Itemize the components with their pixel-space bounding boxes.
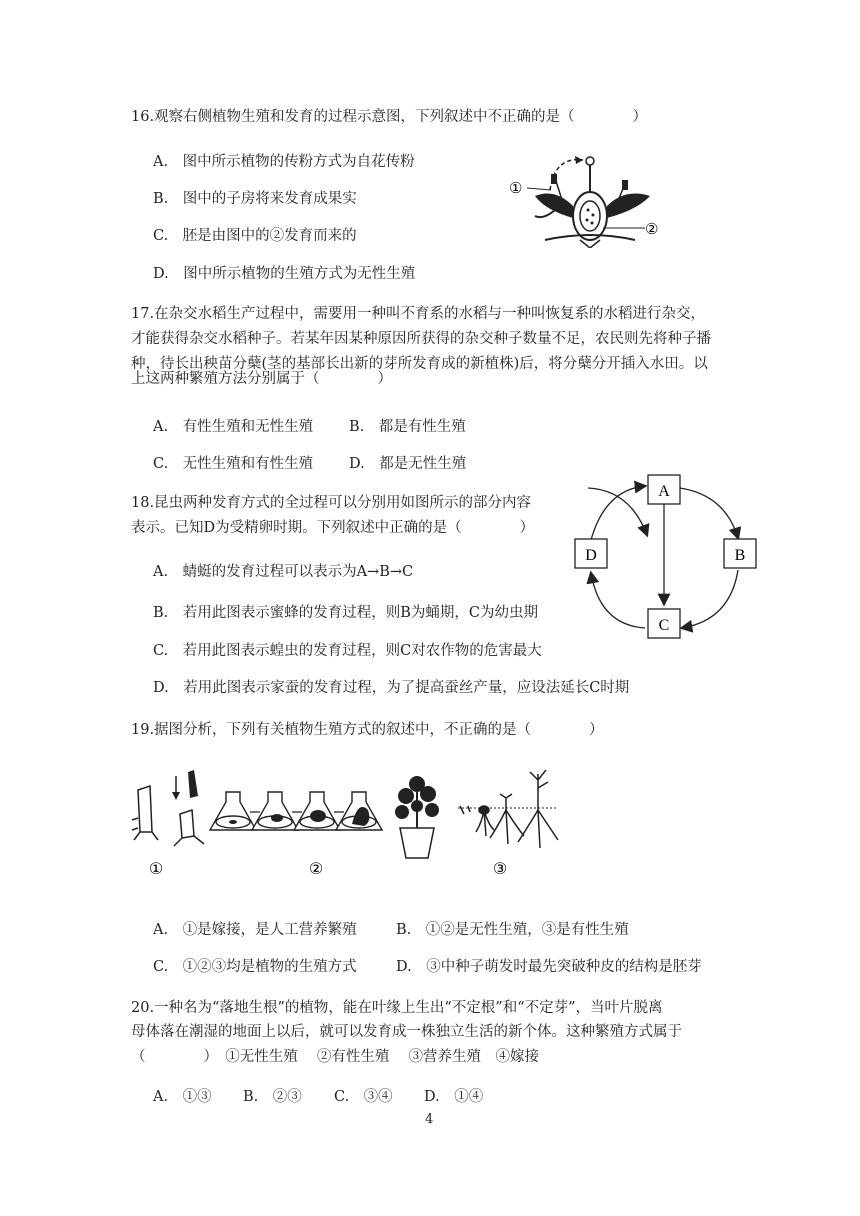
q16-option-c: C. 胚是由图中的②发育而来的 (153, 228, 357, 244)
q19-fig-label-2: ② (308, 861, 324, 878)
q19-option-d: D. ③中种子萌发时最先突破种皮的结构是胚芽 (396, 959, 702, 975)
q17-option-a: A. 有性生殖和无性生殖 (153, 419, 314, 435)
q17-line-2: 才能获得杂交水稻种子。若某年因某种原因所获得的杂交种子数量不足，农民则先将种子播 (131, 331, 711, 347)
q16-fig-label-1: ① (509, 181, 523, 197)
q20-option-d: D. ①④ (424, 1089, 484, 1105)
q18-option-d: D. 若用此图表示家蚕的发育过程，为了提高蚕丝产量，应设法延长C时期 (153, 680, 630, 696)
q18-option-b: B. 若用此图表示蜜蜂的发育过程，则B为蛹期，C为幼虫期 (153, 605, 539, 621)
q17-line-4: 上这两种繁殖方法分别属于（ ） (131, 371, 392, 387)
q20-line-3: （ ） ①无性生殖 ②有性生殖 ③营养生殖 ④嫁接 (131, 1049, 539, 1065)
grafting-drawing (132, 770, 204, 846)
q17-option-c: C. 无性生殖和有性生殖 (153, 456, 314, 472)
q16-flower-figure (505, 148, 665, 248)
q18-line-1: 18.昆虫两种发育方式的全过程可以分别用如图所示的部分内容 (131, 495, 532, 511)
box-b-label: B (734, 547, 746, 564)
q18-option-c: C. 若用此图表示蝗虫的发育过程，则C对农作物的危害最大 (153, 643, 542, 659)
q19-option-a: A. ①是嫁接，是人工营养繁殖 (153, 922, 357, 938)
q16-fig-label-2: ② (645, 222, 659, 238)
q17-line-3: 种，待长出秧苗分蘖(茎的基部长出新的芽所发育成的新植株)后，将分蘖分开插入水田。以 (131, 356, 708, 372)
q16-option-a: A. 图中所示植物的传粉方式为自花传粉 (153, 154, 415, 170)
q19-option-c: C. ①②③均是植物的生殖方式 (153, 959, 357, 975)
q20-line-1: 20.一种名为“落地生根”的植物，能在叶缘上生出“不定根”和“不定芽”，当叶片脱离 (131, 1000, 663, 1016)
q19-fig-label-3: ③ (492, 861, 508, 878)
q18-line-2: 表示。已知D为受精卵时期。下列叙述中正确的是（ ） (131, 520, 535, 536)
q16-stem: 16.观察右侧植物生殖和发育的过程示意图，下列叙述中不正确的是（ ） (131, 109, 648, 125)
box-d-label: D (585, 547, 597, 564)
potted-plant-drawing (395, 776, 439, 858)
q18-option-a: A. 蜻蜓的发育过程可以表示为A→B→C (153, 564, 414, 580)
page-number: 4 (425, 1112, 434, 1127)
q20-line-2: 母体落在潮湿的地面上以后，就可以发育成一株独立生活的新个体。这种繁殖方式属于 (131, 1024, 682, 1040)
q17-line-1: 17.在杂交水稻生产过程中，需要用一种叫不育系的水稻与一种叫恢复系的水稻进行杂交， (131, 306, 706, 322)
q20-option-a: A. ①③ (153, 1089, 212, 1105)
box-c-label: C (658, 617, 670, 634)
seedling-drawing (458, 770, 558, 848)
q17-option-d: D. 都是无性生殖 (349, 456, 467, 472)
q16-option-b: B. 图中的子房将来发育成果实 (153, 191, 357, 207)
q17-option-b: B. 都是有性生殖 (349, 419, 466, 435)
q19-reproduction-figure (128, 770, 568, 885)
q19-option-b: B. ①②是无性生殖，③是有性生殖 (396, 922, 629, 938)
q19-stem: 19.据图分析，下列有关植物生殖方式的叙述中，不正确的是（ ） (131, 722, 604, 738)
q16-option-d: D. 图中所示植物的生殖方式为无性生殖 (153, 266, 416, 282)
box-a-label: A (658, 483, 670, 500)
q20-option-c: C. ③④ (334, 1089, 393, 1105)
q19-fig-label-1: ① (148, 861, 164, 878)
q18-cycle-diagram (570, 470, 760, 645)
q20-option-b: B. ②③ (243, 1089, 302, 1105)
